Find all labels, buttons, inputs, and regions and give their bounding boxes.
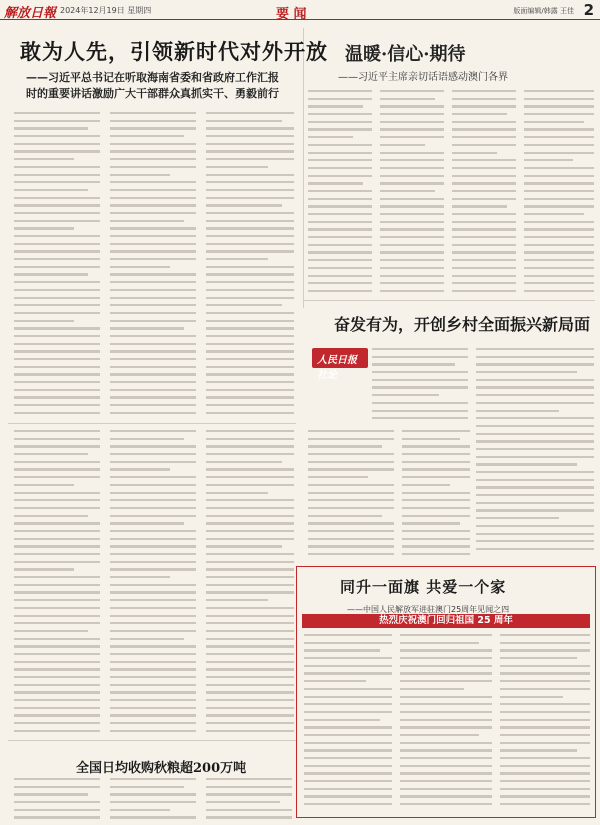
section-divider — [8, 740, 296, 741]
rural-body-intro — [372, 348, 468, 428]
lead-body-col2 — [110, 112, 196, 420]
anniversary-headline: 同升一面旗 共爱一个家 — [340, 578, 507, 596]
anniversary-subhead: ——中国人民解放军进驻澳门25周年见闻之四 — [347, 605, 510, 614]
issue-date: 2024年12月19日 星期四 — [60, 6, 152, 15]
lead-continuation-col3 — [206, 430, 294, 735]
lead-headline: 敢为人先，引领新时代对外开放 — [20, 39, 328, 64]
newspaper-logo: 解放日報 — [4, 6, 57, 21]
grain-body-col2 — [110, 778, 196, 822]
lead-body-col1 — [14, 112, 100, 420]
page-editors: 版面编辑/韩露 王佳 — [513, 7, 574, 15]
column-divider — [303, 28, 304, 308]
masthead — [0, 0, 600, 20]
grain-body-col3 — [206, 778, 292, 822]
section-divider — [303, 300, 595, 301]
rural-headline: 奋发有为，开创乡村全面振兴新局面 — [334, 315, 591, 334]
grain-headline: 全国日均收购秋粮超200万吨 — [76, 761, 247, 776]
macau-body-col3 — [452, 90, 516, 296]
anniversary-body-col1 — [304, 634, 392, 814]
anniversary-body-col3 — [500, 634, 590, 814]
editorial-banner: 人民日报社论 — [312, 348, 368, 368]
section-title: 要 闻 — [276, 7, 307, 22]
anniversary-banner: 热烈庆祝澳门回归祖国 25 周年 — [302, 614, 590, 628]
rural-body-col4 — [402, 430, 470, 560]
macau-body-col2 — [380, 90, 444, 296]
macau-body-col1 — [308, 90, 372, 296]
rural-body-col3 — [476, 348, 594, 560]
grain-body-col1 — [14, 778, 100, 822]
macau-subhead: ——习近平主席亲切话语感动澳门各界 — [338, 72, 508, 83]
anniversary-body-col2 — [400, 634, 492, 814]
section-divider — [8, 423, 296, 424]
macau-headline: 温暖·信心·期待 — [345, 44, 466, 65]
lead-subhead: ——习近平总书记在听取海南省委和省政府工作汇报时的重要讲话激励广大干部群众真抓实干、勇毅前行 — [26, 71, 279, 100]
page-number: 2 — [583, 1, 594, 19]
rural-body-col1 — [308, 430, 394, 560]
lead-continuation-col2 — [110, 430, 196, 735]
lead-body-col3 — [206, 112, 294, 420]
macau-body-col4 — [524, 90, 594, 296]
lead-continuation-col1 — [14, 430, 100, 735]
